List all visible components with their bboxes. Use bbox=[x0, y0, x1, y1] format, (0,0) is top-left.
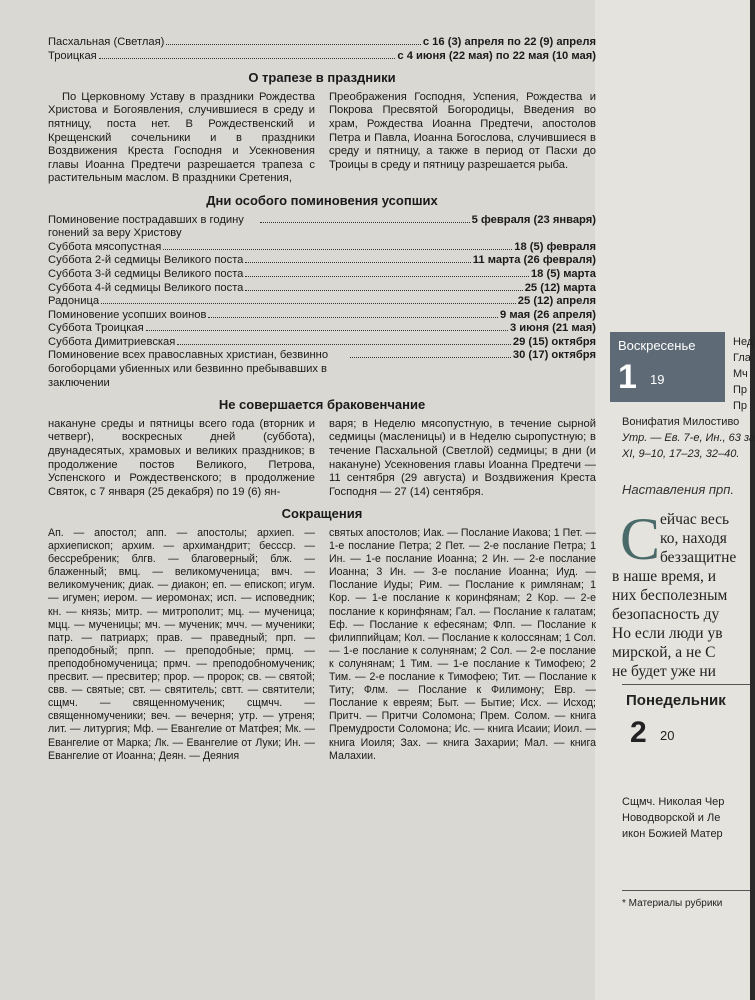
saint-line: Вонифатия Милостиво bbox=[622, 416, 740, 428]
fasting-row: Троицкая с 4 июня (22 мая) по 22 мая (10 мая) bbox=[48, 49, 596, 62]
pominovenie-title: Дни особого поминовения усопших bbox=[206, 192, 438, 208]
calendar-page-content bbox=[48, 36, 596, 763]
monday-label: Понедельник bbox=[626, 692, 726, 709]
side-line: Пр bbox=[733, 400, 748, 412]
divider bbox=[622, 890, 750, 891]
divider bbox=[622, 684, 750, 685]
monday-line: Новодворской и Ле bbox=[622, 812, 721, 824]
sunday-badge bbox=[610, 332, 725, 402]
abbr-title: Сокращения bbox=[281, 506, 363, 522]
side-line: Мч bbox=[733, 368, 748, 380]
reading-line: XI, 9–10, 17–23, 32–40. bbox=[622, 448, 740, 460]
side-line: Гла bbox=[733, 352, 751, 364]
pominovenie-row: Суббота 4-й седмицы Великого поста 25 (12) марта bbox=[48, 281, 596, 294]
abbr-left: Ап. — апостол; апп. — апостолы; архиеп. — архиепископ; архим. — архимандрит; бессср. — бессребреник; блгв. — благоверный; блж. — блаженный; вмц. — великомученица; вмч. — великомученик; диак. — диакон; еп. — епископ; игум. — игумен; иером. — иеромонах; исп. — исповедник; кн. — князь; митр. — митрополит; мц. — мученица; мцц. — мученицы; мч. — мученик; мчч. — мученики; патр. — патриарх; прав. — праведный; прп. — преподобный; прпп. — преподобные; прмц. — преподобномученица; прмч. — преподобномученик; пресвит. — пресвитер; прор. — пророк; св. — святой; свв. — святые; свт. — святитель; свтт. — святители; сщмч. — священномученик; сщмчч. — священномученики; веч. — вечерня; утр. — утреня; лит. — литургия; Мф. — Евангелие от Матфея; Мк. — Евангелие от Марка; Лк. — Евангелие от Луки; Ин. — Евангелие от Иоанна; Деян. — Деяния bbox=[48, 527, 315, 762]
brak-left: накануне среды и пятницы всего года (вторник и четверг), воскресных дней (суббота), двунадесятых, храмовых и великих праздников; в продолжение постов Великого, Петрова, Успенского и Рождественского; в продолжение Святок, с 7 января (25 декабря) по 19 (6) ян- bbox=[48, 417, 315, 498]
pominovenie-row: Суббота 3-й седмицы Великого поста 18 (5) марта bbox=[48, 267, 596, 280]
right-page bbox=[595, 0, 750, 1000]
monday-number: 2 bbox=[630, 716, 647, 749]
abbr-text bbox=[48, 527, 596, 763]
monday-line: икон Божией Матер bbox=[622, 828, 723, 840]
sunday-old-number: 19 bbox=[650, 372, 665, 387]
trapeza-text bbox=[48, 91, 596, 186]
pominovenie-list bbox=[48, 214, 596, 391]
pominovenie-row: Суббота Димитриевская 29 (15) октября bbox=[48, 335, 596, 348]
dropcap: С bbox=[620, 506, 661, 572]
pominovenie-row: Поминовение всех православных христиан, безвинно богоборцами убиенных или безвинно пребывавших в заключении 30 (17) октября bbox=[48, 349, 596, 389]
quote-text: ейчас весь ко, находя беззащитне в наше время, и них бесполезным безопасность ду Но если люди ув мирской, а не С не будет уже ни bbox=[612, 511, 737, 680]
pominovenie-row: Суббота мясопустная 18 (5) февраля bbox=[48, 240, 596, 253]
trapeza-title: О трапезе в праздники bbox=[248, 70, 396, 86]
nastavleniya-heading: Наставления прп. bbox=[622, 482, 735, 497]
side-line: Нед bbox=[733, 336, 754, 348]
abbr-right: святых апостолов; Иак. — Послание Иакова; 1 Пет. — 1-е послание Петра; 2 Пет. — 2-е послание Петра; 1 Ин. — 1-е послание Иоанна; 2 Ин. — 2-е послание Иоанна; 3 Ин. — 3-е послание Иоанна; Иуд. — Послание Иуды; Рим. — Послание к римлянам; 1 Кор. — 1-е послание к коринфянам; 2 Кор. — 2-е послание к коринфянам; Гал. — Послание к галатам; Еф. — Послание к ефесянам; Флп. — Послание к филиппийцам; Кол. — Послание к колоссянам; 1 Сол. — 1-е послание к солунянам; 2 Сол. — 2-е послание к солунянам; 1 Тим. — 1-е послание к Тимофею; 2 Тим. — 2-е послание к Тимофею; Тит. — Послание к Титу; Флм. — Послание к Филимону; Евр. — Послание к евреям; Быт. — Бытие; Исх. — Исход; Притч. — Притчи Соломона; Прем. Солом. — книга Премудрости Соломона; Ис. — книга Исаии; Иоил. — книга Иоиля; Зах. — книга Захарии; Мал. — книга Малахии. bbox=[329, 527, 596, 762]
pominovenie-row: Суббота 2-й седмицы Великого поста 11 марта (26 февраля) bbox=[48, 254, 596, 267]
brak-text bbox=[48, 418, 596, 500]
pominovenie-row: Поминовение усопших воинов 9 мая (26 апреля) bbox=[48, 308, 596, 321]
side-line: Пр bbox=[733, 384, 748, 396]
pominovenie-row: Суббота Троицкая 3 июня (21 мая) bbox=[48, 322, 596, 335]
monday-old-number: 20 bbox=[660, 728, 675, 743]
pominovenie-row: Поминовение пострадавших в годину гонений за веру Христову 5 февраля (23 января) bbox=[48, 213, 596, 240]
pominovenie-row: Радоница 25 (12) апреля bbox=[48, 295, 596, 308]
fasting-row: Пасхальная (Светлая) с 16 (3) апреля по 22 (9) апреля bbox=[48, 36, 596, 48]
trapeza-left: По Церковному Уставу в праздники Рождества Христова и Богоявления, случившиеся в среду и пятницу, поста нет. В Рождественский и Крещенский сочельники и в праздники Воздвижения Креста Господня и Усекновения главы Иоанна Предтечи разрешается трапеза с растительным маслом. В праздники Сретения, bbox=[48, 90, 315, 185]
brak-title: Не совершается браковенчание bbox=[218, 397, 426, 413]
footnote: * Материалы рубрики bbox=[622, 898, 723, 909]
reading-line: Утр. — Ев. 7-е, Ин., 63 за bbox=[622, 432, 755, 444]
fasting-weeks bbox=[48, 36, 596, 63]
sunday-number: 1 bbox=[618, 358, 637, 396]
trapeza-right: Преображения Господня, Успения, Рождества и Покрова Пресвятой Богородицы, Введения во храм, Рождества Иоанна Предтечи, апостолов Петра и Павла, Иоанна Богослова, случившиеся в среду и пятницу, а также в период от Пасхи до Троицы в среду и пятницу разрешается рыба. bbox=[329, 90, 596, 171]
brak-right: варя; в Неделю мясопустную, в течение сырной седмицы (масленицы) и в Неделю сыропустную; в течение Пасхальной (Светлой) седмицы; в дни (и накануне) Усекновения главы Иоанна Предтечи — 11 сентября (29 августа) и Воздвижения Креста Господня — 27 (14) сентября. bbox=[329, 417, 596, 498]
sunday-label: Воскресенье bbox=[618, 338, 696, 353]
monday-line: Сщмч. Николая Чер bbox=[622, 796, 725, 808]
